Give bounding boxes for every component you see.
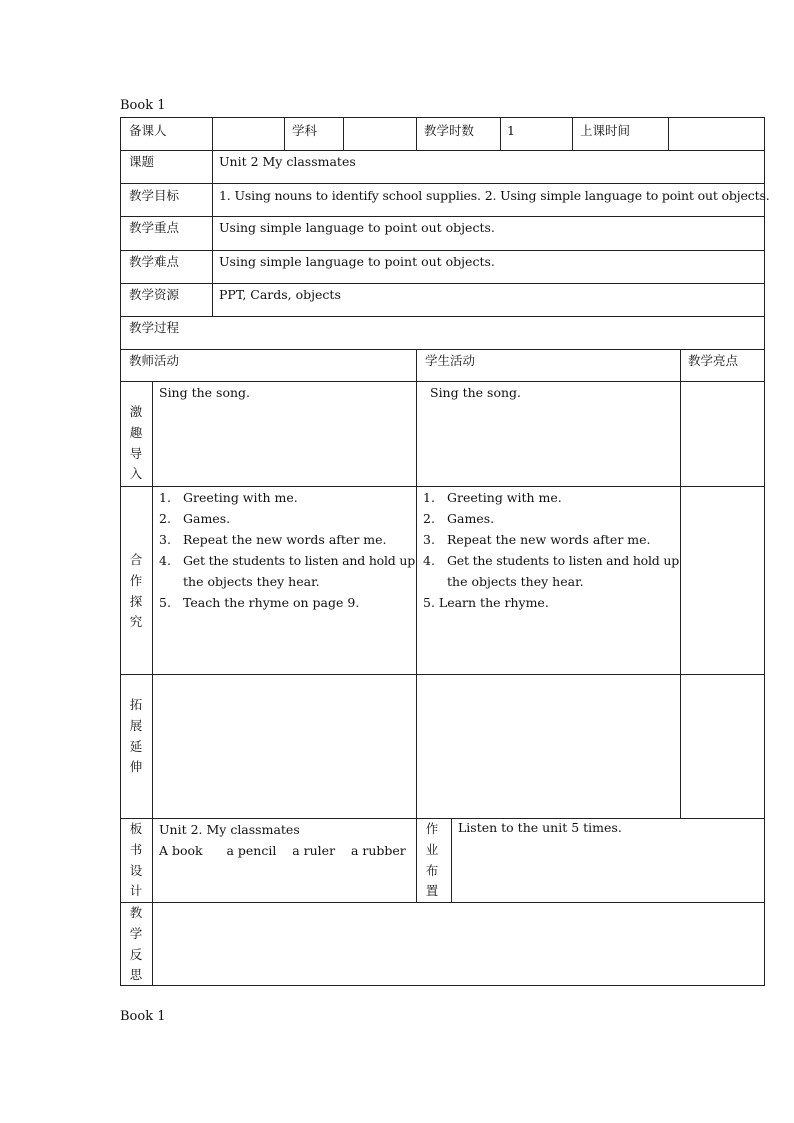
list-item bbox=[159, 487, 411, 508]
step-text-continued: the objects they hear. bbox=[183, 574, 320, 589]
difficulties-value: Using simple language to point out objects. bbox=[219, 254, 495, 269]
homework-label-char: 置 bbox=[425, 883, 439, 899]
extend-label-char: 伸 bbox=[129, 759, 143, 775]
hours-value: 1 bbox=[507, 123, 515, 138]
warmup-highlight-cell bbox=[680, 381, 765, 487]
step-text: Get the students to listen and hold up bbox=[447, 553, 680, 568]
board-label-char: 板 bbox=[129, 821, 143, 836]
homework-label-char: 业 bbox=[425, 841, 439, 857]
key-points-value-cell bbox=[212, 216, 765, 251]
step-text: Get the students to listen and hold up bbox=[183, 553, 416, 568]
extend-student-cell bbox=[416, 674, 681, 819]
warmup-label bbox=[126, 402, 146, 485]
warmup-label-char: 入 bbox=[129, 466, 143, 482]
explore-student-steps bbox=[423, 487, 680, 613]
extend-label-char: 拓 bbox=[129, 697, 143, 712]
step-number: 3. bbox=[159, 532, 171, 547]
topic-label-cell bbox=[120, 150, 213, 184]
list-item bbox=[423, 508, 675, 529]
step-number: 5. bbox=[159, 595, 171, 610]
explore-teacher-cell bbox=[152, 486, 417, 675]
key-points-label-cell bbox=[120, 216, 213, 251]
homework-label-char: 布 bbox=[425, 862, 439, 878]
step-text: Teach the rhyme on page 9. bbox=[183, 595, 360, 610]
extend-label-char: 展 bbox=[129, 717, 143, 733]
warmup-label-char: 趣 bbox=[129, 424, 143, 440]
step-text: Games. bbox=[447, 511, 495, 526]
goals-label-cell bbox=[120, 183, 213, 217]
step-text: Repeat the new words after me. bbox=[447, 532, 651, 547]
step-number: 1. bbox=[159, 490, 171, 505]
step-number: 2. bbox=[423, 511, 435, 526]
board-line-2: A book a pencil a ruler a rubber bbox=[159, 843, 406, 858]
preparer-label-cell bbox=[120, 117, 213, 151]
board-label-cell bbox=[120, 818, 153, 903]
page-header: Book 1 bbox=[120, 98, 166, 113]
highlight-header: 教学亮点 bbox=[688, 353, 739, 368]
reflection-label-char: 教 bbox=[129, 905, 143, 920]
explore-label-cell bbox=[120, 486, 153, 675]
warmup-teacher-cell bbox=[152, 381, 417, 487]
difficulties-value-cell bbox=[212, 250, 765, 284]
resources-label: 教学资源 bbox=[129, 287, 180, 302]
homework-content-cell bbox=[451, 818, 765, 903]
extend-teacher-cell bbox=[152, 674, 417, 819]
page-footer: Book 1 bbox=[120, 1009, 166, 1024]
subject-value-cell bbox=[343, 117, 417, 151]
hours-label-cell bbox=[416, 117, 501, 151]
reflection-label-char: 思 bbox=[129, 967, 143, 983]
preparer-label: 备课人 bbox=[129, 123, 167, 138]
topic-value-cell bbox=[212, 150, 765, 184]
step-text: 5. Learn the rhyme. bbox=[423, 595, 549, 610]
list-item bbox=[423, 592, 675, 613]
step-text: Greeting with me. bbox=[183, 490, 298, 505]
key-points-value: Using simple language to point out objects. bbox=[219, 220, 495, 235]
explore-label-char: 作 bbox=[129, 572, 143, 588]
list-item bbox=[159, 529, 411, 550]
goals-label: 教学目标 bbox=[129, 188, 180, 203]
list-item bbox=[423, 487, 675, 508]
student-activity-header: 学生活动 bbox=[425, 353, 476, 368]
teacher-header-cell bbox=[120, 349, 417, 382]
warmup-label-cell bbox=[120, 381, 153, 487]
hours-label: 教学时数 bbox=[424, 123, 475, 138]
reflection-label-char: 学 bbox=[129, 925, 143, 941]
reflection-label bbox=[126, 903, 146, 986]
student-header-cell bbox=[416, 349, 681, 382]
list-item bbox=[159, 592, 411, 613]
reflection-label-cell bbox=[120, 902, 153, 986]
homework-label bbox=[422, 819, 442, 902]
step-text-continued: the objects they hear. bbox=[447, 574, 584, 589]
goals-value-cell bbox=[212, 183, 770, 217]
explore-label-char: 探 bbox=[129, 593, 143, 609]
explore-highlight-cell bbox=[680, 486, 765, 675]
step-text: Repeat the new words after me. bbox=[183, 532, 387, 547]
warmup-student-text: Sing the song. bbox=[430, 385, 521, 400]
explore-label bbox=[126, 550, 146, 633]
extend-label-char: 延 bbox=[129, 738, 143, 754]
difficulties-label: 教学难点 bbox=[129, 254, 180, 269]
step-number: 1. bbox=[423, 490, 435, 505]
time-label-cell bbox=[572, 117, 669, 151]
list-item bbox=[423, 529, 675, 550]
step-text: Games. bbox=[183, 511, 231, 526]
time-value-cell bbox=[668, 117, 765, 151]
step-number: 4. bbox=[159, 553, 171, 568]
board-label-char: 计 bbox=[129, 883, 143, 899]
homework-label-cell bbox=[416, 818, 452, 903]
extend-label bbox=[126, 695, 146, 778]
topic-value: Unit 2 My classmates bbox=[219, 154, 356, 169]
topic-label: 课题 bbox=[129, 154, 155, 169]
explore-label-char: 究 bbox=[129, 614, 143, 630]
board-label-char: 设 bbox=[129, 862, 143, 878]
highlight-header-cell bbox=[680, 349, 765, 382]
explore-teacher-steps bbox=[159, 487, 416, 613]
homework-text: Listen to the unit 5 times. bbox=[458, 820, 622, 835]
subject-label: 学科 bbox=[292, 123, 318, 138]
teacher-activity-header: 教师活动 bbox=[129, 353, 180, 368]
process-label: 教学过程 bbox=[129, 320, 180, 335]
step-number: 3. bbox=[423, 532, 435, 547]
warmup-label-char: 导 bbox=[129, 445, 143, 461]
explore-student-cell bbox=[416, 486, 681, 675]
resources-value: PPT, Cards, objects bbox=[219, 287, 341, 302]
board-label-char: 书 bbox=[129, 841, 143, 857]
difficulties-label-cell bbox=[120, 250, 213, 284]
board-content-cell bbox=[152, 818, 417, 903]
hours-value-cell bbox=[500, 117, 573, 151]
time-label: 上课时间 bbox=[580, 123, 631, 138]
key-points-label: 教学重点 bbox=[129, 220, 180, 235]
warmup-student-cell bbox=[416, 381, 681, 487]
reflection-label-char: 反 bbox=[129, 946, 143, 962]
step-number: 2. bbox=[159, 511, 171, 526]
list-item bbox=[159, 550, 416, 592]
board-label bbox=[126, 819, 146, 902]
reflection-content-cell bbox=[152, 902, 765, 986]
preparer-value-cell bbox=[212, 117, 285, 151]
subject-label-cell bbox=[284, 117, 344, 151]
list-item bbox=[159, 508, 411, 529]
resources-value-cell bbox=[212, 283, 765, 317]
step-text: Greeting with me. bbox=[447, 490, 562, 505]
resources-label-cell bbox=[120, 283, 213, 317]
homework-label-char: 作 bbox=[425, 821, 439, 836]
extend-highlight-cell bbox=[680, 674, 765, 819]
list-item bbox=[423, 550, 680, 592]
explore-label-char: 合 bbox=[129, 552, 143, 567]
board-line-1: Unit 2. My classmates bbox=[159, 822, 300, 837]
extend-label-cell bbox=[120, 674, 153, 819]
step-number: 4. bbox=[423, 553, 435, 568]
process-label-cell bbox=[120, 316, 765, 350]
goals-value: 1. Using nouns to identify school supplies. 2. Using simple language to point out objects. bbox=[219, 188, 770, 203]
warmup-label-char: 激 bbox=[129, 404, 143, 419]
warmup-teacher-text: Sing the song. bbox=[159, 385, 250, 400]
